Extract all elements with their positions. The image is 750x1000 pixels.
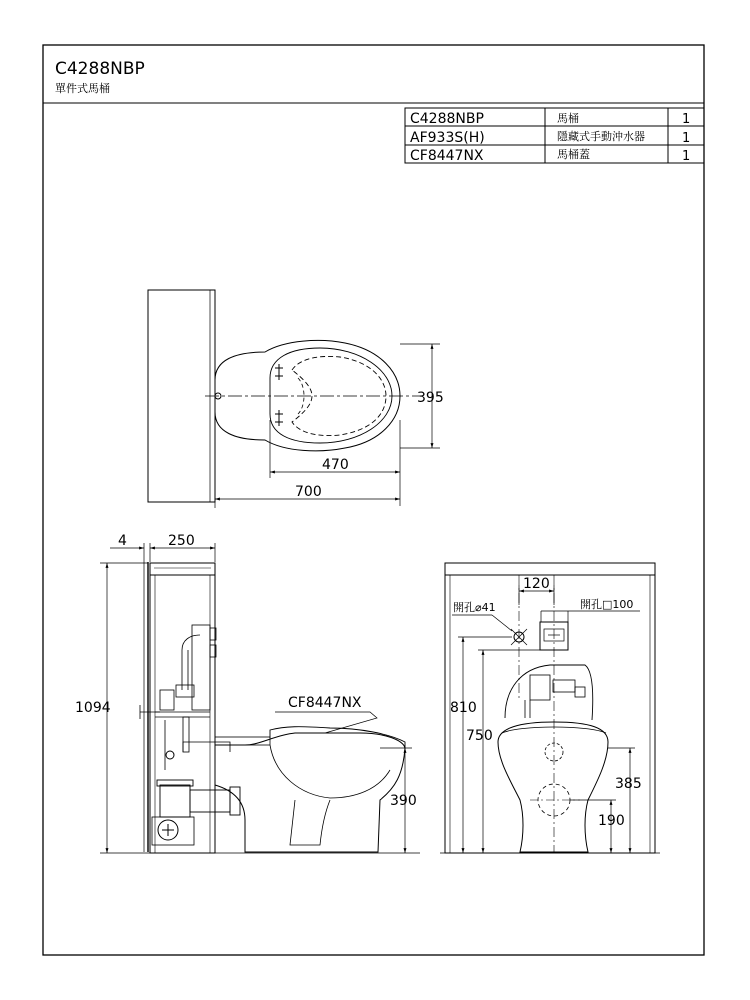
- wall-panel-top: [148, 290, 215, 502]
- bowl-outline-top: [215, 340, 400, 450]
- dim-top-bowl: 470: [322, 457, 349, 473]
- model-title: C4288NBP: [55, 59, 145, 79]
- title-block: [55, 59, 145, 95]
- part-code: C4288NBP: [410, 111, 484, 127]
- part-name: 馬桶: [557, 112, 579, 125]
- dim-front-spacing: 120: [523, 576, 550, 592]
- top-view: [148, 290, 440, 508]
- dim-top-depth: 700: [295, 484, 322, 500]
- dim-front-190: 190: [598, 813, 625, 829]
- parts-table-text: [410, 111, 690, 164]
- seat-callout: CF8447NX: [288, 695, 362, 711]
- dim-top-width: 395: [417, 390, 444, 406]
- part-code: AF933S(H): [410, 130, 485, 146]
- seat-lid-side: [270, 727, 405, 748]
- side-view: [100, 543, 420, 853]
- dim-wall-gap: 4: [118, 533, 127, 549]
- dim-tank-depth: 250: [168, 533, 195, 549]
- part-qty: 1: [682, 112, 691, 127]
- dim-front-750: 750: [466, 728, 493, 744]
- model-subtitle: 單件式馬桶: [55, 82, 110, 95]
- part-name: 隱藏式手動沖水器: [557, 130, 645, 143]
- bowl-front: [498, 722, 608, 852]
- part-qty: 1: [682, 131, 691, 146]
- dim-total-height: 1094: [75, 700, 111, 716]
- square-hole-label: 開孔□100: [580, 598, 634, 611]
- dim-bowl-height: 390: [390, 793, 417, 809]
- round-hole-label: 開孔⌀41: [453, 601, 496, 614]
- dim-front-385: 385: [615, 776, 642, 792]
- dim-front-810: 810: [450, 700, 477, 716]
- part-code: CF8447NX: [410, 148, 484, 164]
- part-name: 馬桶蓋: [557, 148, 590, 161]
- toilet-body-side: [215, 733, 405, 852]
- part-qty: 1: [682, 149, 691, 164]
- seat-top: [270, 348, 392, 443]
